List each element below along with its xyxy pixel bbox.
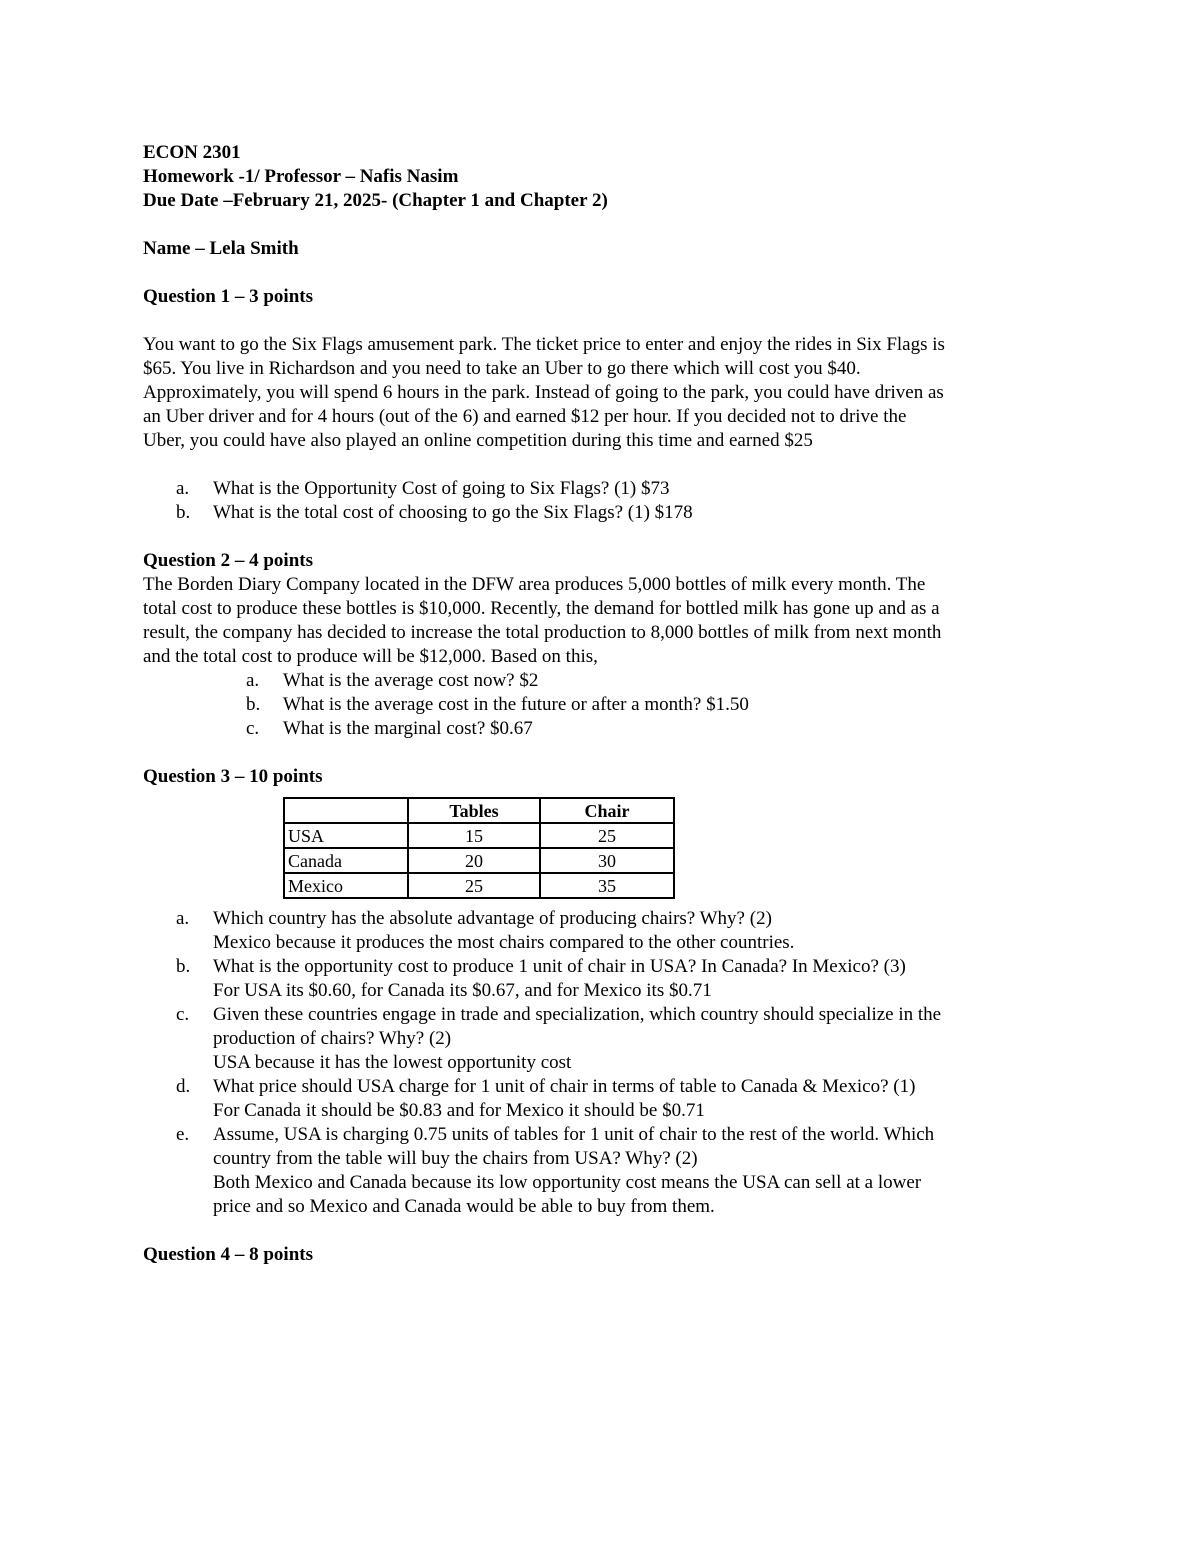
table-row bbox=[284, 873, 674, 898]
question-3-list bbox=[143, 907, 1073, 1219]
table-cell-country: USA bbox=[284, 823, 408, 848]
list-item bbox=[143, 907, 1073, 955]
table-cell: 20 bbox=[408, 848, 540, 873]
list-item bbox=[143, 669, 1073, 693]
answer-text: USA because it has the lowest opportunity cost bbox=[213, 1052, 572, 1073]
answer-text: Mexico because it produces the most chairs compared to the other countries. bbox=[213, 932, 795, 953]
question-text: Given these countries engage in trade and specialization, which country should specialize in the bbox=[213, 1004, 942, 1025]
answer-text: For USA its $0.60, for Canada its $0.67, and for Mexico its $0.71 bbox=[213, 980, 712, 1001]
table-cell: 15 bbox=[408, 823, 540, 848]
list-item bbox=[143, 1075, 1073, 1123]
question-2-body bbox=[143, 573, 1073, 669]
answer-text: price and so Mexico and Canada would be able to buy from them. bbox=[213, 1196, 715, 1217]
question-text: Assume, USA is charging 0.75 units of tables for 1 unit of chair to the rest of the world. Which bbox=[213, 1124, 935, 1145]
question-text: Which country has the absolute advantage of producing chairs? Why? (2) bbox=[213, 908, 772, 929]
question-1-list bbox=[143, 477, 1073, 525]
document-page bbox=[143, 141, 1073, 1267]
question-text: What price should USA charge for 1 unit of chair in terms of table to Canada & Mexico? (1) bbox=[213, 1076, 916, 1097]
list-item bbox=[143, 693, 1073, 717]
answer-text: Both Mexico and Canada because its low opportunity cost means the USA can sell at a lower bbox=[213, 1172, 922, 1193]
body-line: an Uber driver and for 4 hours (out of the 6) and earned $12 per hour. If you decided not to drive the bbox=[143, 406, 907, 427]
question-text: What is the opportunity cost to produce 1 unit of chair in USA? In Canada? In Mexico? (3) bbox=[213, 956, 906, 977]
table-header-row bbox=[284, 798, 674, 823]
table-cell: 35 bbox=[540, 873, 674, 898]
list-item-text: What is the average cost now? $2 bbox=[283, 670, 539, 691]
student-name: Name – Lela Smith bbox=[143, 238, 299, 259]
list-item-text: What is the average cost in the future or after a month? $1.50 bbox=[283, 694, 749, 715]
list-item-text: What is the Opportunity Cost of going to Six Flags? (1) $73 bbox=[213, 478, 670, 499]
body-line: Uber, you could have also played an online competition during this time and earned $25 bbox=[143, 430, 813, 451]
due-date: Due Date –February 21, 2025- (Chapter 1 and Chapter 2) bbox=[143, 190, 608, 211]
table-header-cell bbox=[284, 798, 408, 823]
question-1-title: Question 1 – 3 points bbox=[143, 286, 313, 307]
list-item bbox=[143, 717, 1073, 741]
table-header-cell: Tables bbox=[408, 798, 540, 823]
body-line: $65. You live in Richardson and you need to take an Uber to go there which will cost you $40. bbox=[143, 358, 861, 379]
body-line: total cost to produce these bottles is $10,000. Recently, the demand for bottled milk has gone up and as a bbox=[143, 598, 940, 619]
list-marker: a. bbox=[176, 478, 190, 499]
question-2-title: Question 2 – 4 points bbox=[143, 550, 313, 571]
course-code: ECON 2301 bbox=[143, 142, 241, 163]
list-marker: d. bbox=[176, 1076, 191, 1097]
question-2-list bbox=[143, 669, 1073, 741]
list-item bbox=[143, 1123, 1073, 1219]
table-cell: 25 bbox=[540, 823, 674, 848]
body-line: Approximately, you will spend 6 hours in the park. Instead of going to the park, you could have driven as bbox=[143, 382, 944, 403]
list-marker: c. bbox=[246, 718, 260, 739]
question-text: production of chairs? Why? (2) bbox=[213, 1028, 452, 1049]
table-row bbox=[284, 848, 674, 873]
table-row bbox=[284, 823, 674, 848]
list-marker: b. bbox=[246, 694, 261, 715]
table-cell: 25 bbox=[408, 873, 540, 898]
list-marker: a. bbox=[246, 670, 260, 691]
production-table bbox=[283, 797, 675, 899]
body-line: result, the company has decided to increase the total production to 8,000 bottles of milk from next month bbox=[143, 622, 942, 643]
list-item bbox=[143, 501, 1073, 525]
list-item bbox=[143, 477, 1073, 501]
table-cell: 30 bbox=[540, 848, 674, 873]
question-1-body bbox=[143, 333, 1073, 453]
list-item-text: What is the total cost of choosing to go the Six Flags? (1) $178 bbox=[213, 502, 693, 523]
question-4-title: Question 4 – 8 points bbox=[143, 1244, 313, 1265]
list-marker: b. bbox=[176, 956, 191, 977]
table-cell-country: Mexico bbox=[284, 873, 408, 898]
table-cell-country: Canada bbox=[284, 848, 408, 873]
list-item-text: What is the marginal cost? $0.67 bbox=[283, 718, 533, 739]
list-marker: b. bbox=[176, 502, 191, 523]
question-3-title: Question 3 – 10 points bbox=[143, 766, 323, 787]
list-marker: e. bbox=[176, 1124, 190, 1145]
body-line: The Borden Diary Company located in the DFW area produces 5,000 bottles of milk every month. The bbox=[143, 574, 926, 595]
homework-title: Homework -1/ Professor – Nafis Nasim bbox=[143, 166, 459, 187]
list-item bbox=[143, 955, 1073, 1003]
list-marker: c. bbox=[176, 1004, 190, 1025]
answer-text: For Canada it should be $0.83 and for Mexico it should be $0.71 bbox=[213, 1100, 705, 1121]
body-line: and the total cost to produce will be $12,000. Based on this, bbox=[143, 646, 598, 667]
body-line: You want to go the Six Flags amusement park. The ticket price to enter and enjoy the rides in Six Flags is bbox=[143, 334, 945, 355]
question-text: country from the table will buy the chairs from USA? Why? (2) bbox=[213, 1148, 698, 1169]
list-item bbox=[143, 1003, 1073, 1075]
list-marker: a. bbox=[176, 908, 190, 929]
table-header-cell: Chair bbox=[540, 798, 674, 823]
